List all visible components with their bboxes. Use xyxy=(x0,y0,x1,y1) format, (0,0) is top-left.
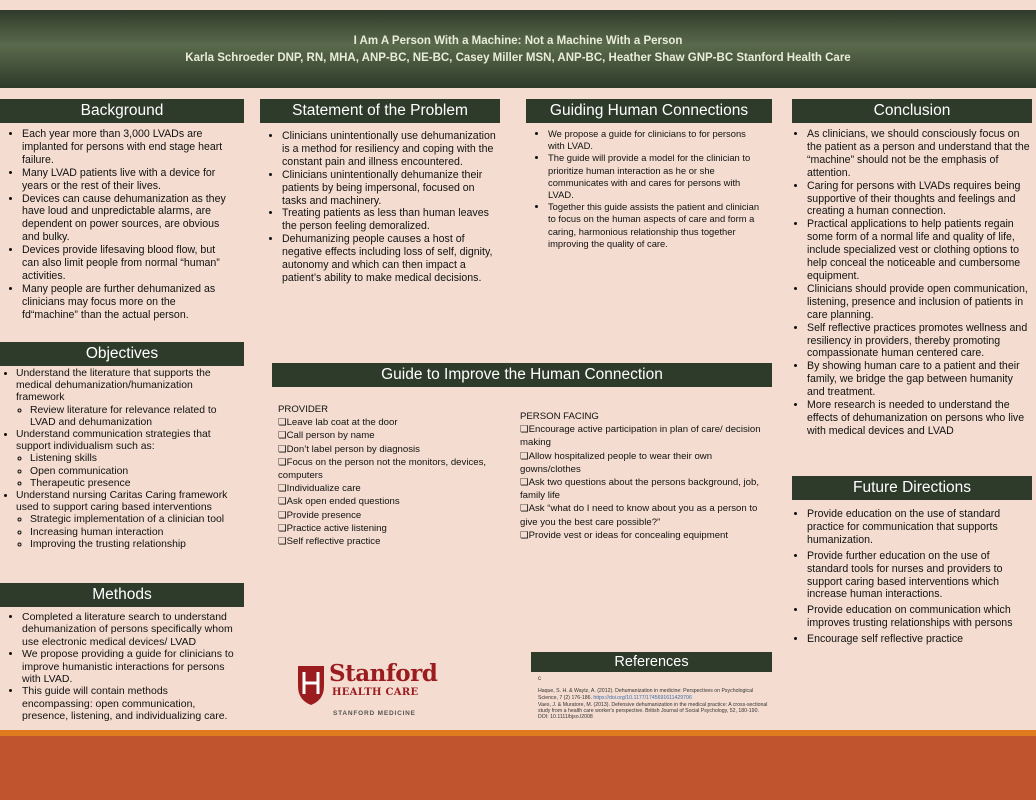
list-item: • Together this guide assists the patient and clinician to focus on the human aspects of care and form a caring, harmonious relationship thus together improving the quality of care. xyxy=(548,201,760,250)
list-item: • Clinicians unintentionally use dehumanization is a method for resiliency and coping with the constant pain and illness encountered. xyxy=(282,130,502,169)
objectives-heading: Objectives xyxy=(0,342,244,366)
checklist-item: ❏Ask open ended questions xyxy=(278,496,400,508)
list-item: • The guide will provide a model for the clinician to prioritize human interaction as he or she communicates with and cares for persons with LVAD. xyxy=(548,152,760,201)
list-item: • We propose a guide for clinicians to for persons with LVAD. xyxy=(548,128,760,152)
objective-text: Understand the literature that supports the medical dehumanization/humanization framework xyxy=(16,368,211,404)
checklist-item: ❏Individualize care xyxy=(278,483,361,495)
checklist-item: ❏Call person by name xyxy=(278,430,375,442)
list-item: • Encourage self reflective practice xyxy=(807,633,1033,646)
person-facing-heading: PERSON FACING xyxy=(520,411,599,422)
list-item: • We propose providing a guide for clinicians to improve humanistic interactions for persons with LVAD. xyxy=(22,648,236,685)
list-item: • Self reflective practices promotes wellness and resiliency in providers, thereby promoting compassionate human centered care. xyxy=(807,322,1033,361)
references-section xyxy=(538,676,768,721)
references-heading: References xyxy=(531,652,772,672)
checklist-item: ❏Focus on the person not the monitors, devices, computers xyxy=(278,456,487,482)
stanford-logo xyxy=(296,660,438,720)
list-item: ◦ Increasing human interaction xyxy=(30,527,240,539)
list-item: ◦ Strategic implementation of a clinician tool xyxy=(30,514,240,526)
checklist-item: ❏Provide presence xyxy=(278,509,362,521)
objective-sublist xyxy=(16,405,240,429)
list-item: • Treating patients as less than human leaves the person feeling demoralized. xyxy=(282,207,502,233)
reference-item xyxy=(538,688,768,701)
future-section xyxy=(787,508,1033,646)
list-item: • Provide education on the use of standard practice for communication that supports humanization. xyxy=(807,508,1033,547)
methods-heading: Methods xyxy=(0,583,244,607)
list-item: • Many LVAD patients live with a device for years or the rest of their lives. xyxy=(22,167,230,193)
connections-list xyxy=(528,128,760,250)
list-item: • Provide education on communication which improves trusting relationships with persons xyxy=(807,604,1033,630)
background-section xyxy=(2,128,230,322)
reference-marker: c xyxy=(538,676,541,682)
methods-section xyxy=(2,611,236,723)
list-item: • Devices provide lifesaving blood flow, but can also limit people from normal “human” activities. xyxy=(22,244,230,283)
objectives-list xyxy=(0,368,240,551)
guide-person-facing xyxy=(520,410,772,542)
poster-authors: Karla Schroeder DNP, RN, MHA, ANP-BC, NE-BC, Casey Miller MSN, ANP-BC, Heather Shaw GNP-BC Stanford Health Care xyxy=(185,52,851,64)
problem-section xyxy=(262,130,502,285)
logo-medicine: STANFORD MEDICINE xyxy=(333,710,416,717)
checklist-item: ❏Ask two questions about the persons background, job, family life xyxy=(520,477,759,502)
objective-sublist xyxy=(16,453,240,490)
list-item: • Practical applications to help patients regain some form of a normal life and quality of life, include specialized vest or clothing options to help conceal the noticeable and cumbersome equipment. xyxy=(807,218,1033,283)
logo-health-care: HEALTH CARE xyxy=(332,687,419,698)
conclusion-list xyxy=(787,128,1033,438)
list-item: ◦ Listening skills xyxy=(30,453,240,465)
conclusion-heading: Conclusion xyxy=(792,99,1032,123)
conclusion-section xyxy=(787,128,1033,438)
list-item: • Caring for persons with LVADs requires being supportive of their thoughts and feelings and creating a human connection. xyxy=(807,180,1033,219)
list-item: ◦ Improving the trusting relationship xyxy=(30,539,240,551)
objectives-section xyxy=(0,368,240,551)
connections-heading: Guiding Human Connections xyxy=(526,99,772,123)
list-item: • This guide will contain methods encompassing: open communication, presence, listening, and individualizing care. xyxy=(22,685,236,722)
list-item xyxy=(16,429,240,490)
connections-section xyxy=(528,128,760,250)
methods-list xyxy=(2,611,236,723)
list-item: ◦ Open communication xyxy=(30,466,240,478)
shield-icon xyxy=(296,664,326,706)
list-item: • As clinicians, we should consciously focus on the patient as a person and understand that the “machine” should not be the emphasis of attention. xyxy=(807,128,1033,180)
list-item: • More research is needed to understand the effects of dehumanization on persons who live with medical devices and LVAD xyxy=(807,399,1033,438)
poster-header xyxy=(0,10,1036,88)
checklist-item: ❏Leave lab coat at the door xyxy=(278,417,398,429)
list-item: • Provide further education on the use of standard tools for nurses and providers to support caring based interventions which increase human interactions. xyxy=(807,550,1033,602)
list-item: • Dehumanizing people causes a host of negative effects including loss of self, dignity, autonomy and which can then impact a patient’s ability to make medical decisions. xyxy=(282,233,502,285)
list-item: • By showing human care to a patient and their family, we bridge the gap between humanity and treatment. xyxy=(807,360,1033,399)
checklist-item: ❏Practice active listening xyxy=(278,522,387,534)
list-item: ◦ Review literature for relevance related to LVAD and dehumanization xyxy=(30,405,240,429)
future-list xyxy=(787,508,1033,646)
objective-text: Understand communication strategies that support individualism such as: xyxy=(16,429,211,453)
future-heading: Future Directions xyxy=(792,476,1032,500)
guide-heading: Guide to Improve the Human Connection xyxy=(272,363,772,387)
checklist-item: ❏Self reflective practice xyxy=(278,536,381,548)
reference-text: Haque, S. H. & Waytz, A. (2012). Dehumanization in medicine: Perspectives on Psychological Science, 7 (2) 176-186. xyxy=(538,688,754,701)
checklist-item: ❏Allow hospitalized people to wear their own gowns/clothes xyxy=(520,450,713,475)
reference-link[interactable]: https://doi.org/10.1177/1745691611429706 xyxy=(593,694,692,701)
list-item: • Clinicians unintentionally dehumanize their patients by being impersonal, focused on tasks and machinery. xyxy=(282,169,502,208)
objective-sublist xyxy=(16,514,240,551)
list-item xyxy=(16,490,240,551)
problem-heading: Statement of the Problem xyxy=(260,99,500,123)
reference-item: Vaes, J. & Muratore, M. (2013). Defensive dehumanization in the medical practice: A cross-sectional study from a health care worker's perspective. British Journal of Social Psychology, 52, 180-190. DOI: 10.1111/bjso.l2008 xyxy=(538,701,768,721)
list-item: • Clinicians should provide open communication, listening, presence and inclusion of patients in care planning. xyxy=(807,283,1033,322)
list-item: • Each year more than 3,000 LVADs are implanted for persons with end stage heart failure. xyxy=(22,128,230,167)
background-heading: Background xyxy=(0,99,244,123)
list-item xyxy=(16,368,240,429)
guide-provider xyxy=(278,403,502,548)
checklist-item: ❏Don’t label person by diagnosis xyxy=(278,443,420,455)
objective-text: Understand nursing Caritas Caring framework used to support caring based interventions xyxy=(16,490,228,514)
footer-band xyxy=(0,736,1036,800)
list-item: • Completed a literature search to understand dehumanization of persons specifically whom use electronic medical devices/ LVAD xyxy=(22,611,236,648)
list-item: • Devices can cause dehumanization as they have loud and unpredictable alarms, are dependent on power sources, are obvious and bulky. xyxy=(22,193,230,245)
logo-brand: Stanford xyxy=(329,660,438,687)
checklist-item: ❏Encourage active participation in plan of care/ decision making xyxy=(520,424,761,449)
problem-list xyxy=(262,130,502,285)
background-list xyxy=(2,128,230,322)
list-item: ◦ Therapeutic presence xyxy=(30,478,240,490)
list-item: • Many people are further dehumanized as clinicians may focus more on the fd“machine” than the actual person. xyxy=(22,283,230,322)
poster-title: I Am A Person With a Machine: Not a Machine With a Person xyxy=(353,35,683,47)
provider-heading: PROVIDER xyxy=(278,404,329,415)
checklist-item: ❏Ask “what do I need to know about you as a person to give you the best care possible?” xyxy=(520,503,758,528)
checklist-item: ❏Provide vest or ideas for concealing equipment xyxy=(520,529,729,541)
